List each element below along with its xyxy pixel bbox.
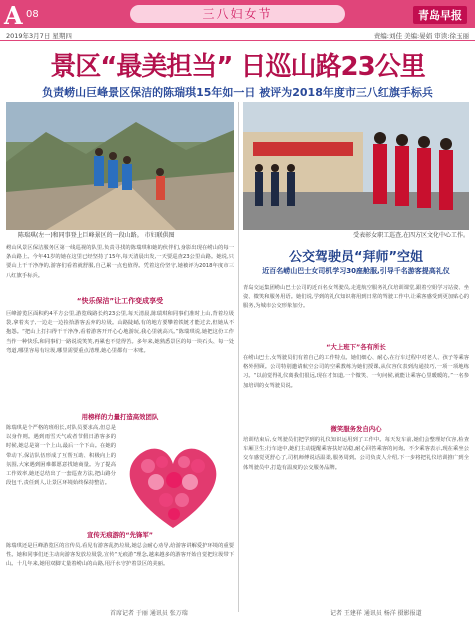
bus-drivers-photo xyxy=(243,102,469,230)
editors-line: 责编:刘佳 美编:晏娟 审读:徐玉丽 xyxy=(373,32,469,40)
left-section1-body: 巨峰游览区面积约4平方公里,游览线路长约23公里,每天清晨,陈瑞琪和同事们准时上山,背着垃圾袋,拿着夹子,一边走一边捡拾游客丢弃的垃圾。山路陡峭,有的地方要攀着铁链才能过去,但她从不抱怨。“把山上打扫得干干净净,看着游客开开心心地游玩,我心里就高兴。”陈瑞琪说,她把这份工作当作一种快乐,和同事们一路说说笑笑,再累也不觉得苦。多年来,她熟悉景区的每一块石头、每一处弯道,哪里容易有垃圾,哪里需要重点清理,她心里都有一本账。 xyxy=(6,311,234,354)
right-section2-title: 微笑服务发自内心 xyxy=(330,425,382,433)
left-photo-caption: 陈瑞琪(左一)和同事登上巨峰景区的一段山路。 市妇联供图 xyxy=(18,232,175,239)
left-section1-title: “快乐保洁”让工作变成享受 xyxy=(76,297,164,305)
mountain-photo xyxy=(6,102,234,230)
right-footer: 记者 王建祥 通讯员 杨洋 摄影报道 xyxy=(330,610,422,617)
right-title: 公交驾驶员“拜师”空姐 xyxy=(288,250,424,265)
subhead: 负责崂山巨峰景区保洁的陈瑞琪15年如一日 被评为2018年度市三八红旗手标兵 xyxy=(42,86,433,99)
right-subtitle: 近百名崂山巴士女司机学习30座舱服,引导千名游客提高礼仪 xyxy=(262,267,450,275)
right-photo-caption: 受表彰女职工巡查,在四方区文化中心工作。 xyxy=(353,232,469,239)
headline: 景区“最美担当” 日巡山路23公里 xyxy=(50,52,425,82)
left-section3-body: 陈瑞琪还是巨峰游览区的宣传员,看见有游客乱扔垃圾,她总会耐心劝导,给游客讲解爱护环境的重要性。她和同事们还主动向游客发放垃圾袋,宣传“无痕游”理念,越来越多的游客开始自觉把垃圾带下山。十几年来,她用双脚丈量着崂山的山路,用汗水守护着景区的美丽。 xyxy=(6,543,234,568)
heart-icon xyxy=(118,440,228,532)
section-letter: A xyxy=(4,1,23,30)
page-number: 08 xyxy=(26,9,39,20)
mountain-photo-image xyxy=(6,102,234,230)
right-intro: 青岛交运集团崂山巴士公司的近百名女驾驶员,走进航空服务礼仪培训课堂,跟着空姐学习站姿、坐姿、微笑和服务用语。她们说,学到的礼仪知识将用到日常的驾驶工作中,让乘客感受到更加贴心的服务,为城市公交形象加分。 xyxy=(243,285,469,310)
left-intro: 崂山风景区保洁服务区第一线巡视的队里,负责寻找的陈瑞琪和她的伙伴们,身影出现在崂山的每一条山路上。今年41岁的她在这里已经坚持了15年,每天清晨出发,一天要巡查23公里山路。她说,只要山上干干净净的,游客们看着就舒服,自己累一点也值得。凭着这份坚守,她被评为2018年度市三八红旗手标兵。 xyxy=(6,245,234,279)
newspaper-logo: 青岛早报 xyxy=(413,6,467,24)
heart-flower-image xyxy=(118,440,228,532)
info-bar xyxy=(0,29,475,41)
column-divider xyxy=(238,102,239,612)
right-section1-body: 在崂山巴士,女驾驶员们有着自己的工作特点。她们细心、耐心,在行车过程中对老人、孩子等乘客格外照顾。公司特别邀请航空公司的空乘教练为她们授课,从仪容仪表到沟通技巧,一项一项地练习。“以前觉得礼仪离我们很远,现在才知道,一个微笑、一句问候,就能让乘客心里暖暖的。”一名参加培训的女驾驶员说。 xyxy=(243,355,469,389)
left-section2-body: 陈瑞琪是个严格的班组长,对队员要求高,但总是以身作则。遇到雨雪天气或者节假日游客多的时候,她总是第一个上山,最后一个下山。在她的带动下,保洁队伍形成了互帮互助、积极向上的氛围,大家遇到困难都愿意找她商量。为了提高工作效率,她还总结出了一套巡查方法,把山路分段包干,责任到人,让景区环境始终保持整洁。 xyxy=(6,425,116,487)
right-section1-title: “大上班下”各有所长 xyxy=(326,343,386,351)
date-line: 2019年3月7日 星期四 xyxy=(6,32,72,40)
left-section2-title: 用榜样的力量打造高效团队 xyxy=(81,413,159,421)
masthead-bar xyxy=(0,0,475,28)
left-footer: 首席记者 于丽 通讯员 张万瑞 xyxy=(110,610,188,617)
right-section2-body: 培训结束后,女驾驶员们把学到的礼仪知识运用到了工作中。每天发车前,她们会整理好仪容,检查车厢卫生;行车途中,她们主动提醒乘客扶好站稳,耐心回答乘客的问询。不少乘客表示,现在乘坐公交车感觉更舒心了,司机师傅说话温柔,服务周到。公司负责人介绍,下一步将把礼仪培训推广到全体驾驶员中,打造有温度的公交服务品牌。 xyxy=(243,437,469,471)
section-title: 三八妇女节 xyxy=(130,5,345,23)
left-section3-title: 宣传无痕游的“先锋军” xyxy=(87,531,153,539)
bus-drivers-image xyxy=(243,102,469,230)
